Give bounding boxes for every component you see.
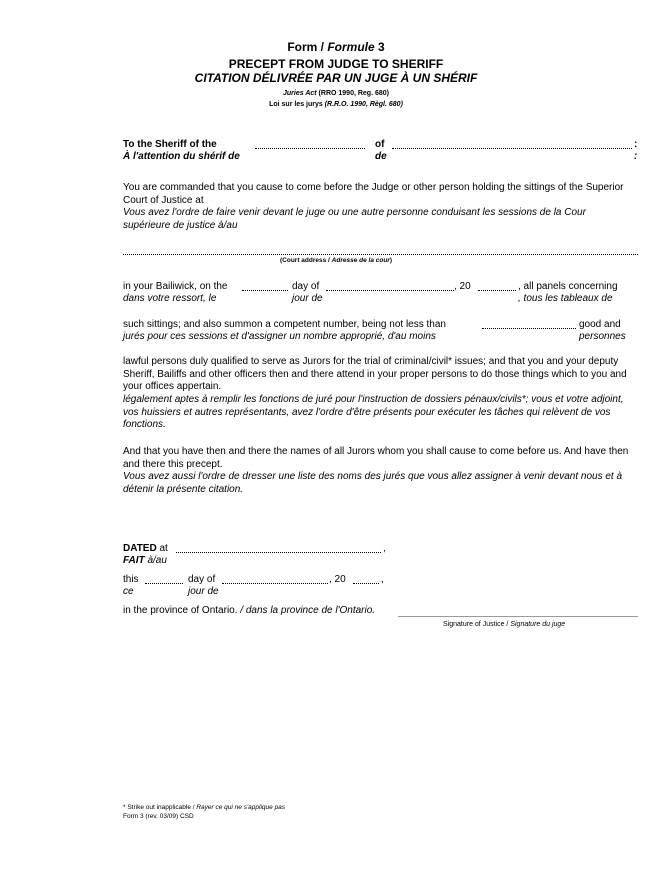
to-sheriff-label-en: To the Sheriff of the (123, 139, 217, 150)
sheriff-region-field[interactable] (255, 148, 365, 149)
good-and-label: good and (579, 319, 621, 330)
form-number-heading: Form / Formule 3 (287, 40, 385, 54)
signature-line[interactable] (398, 616, 638, 617)
title-french: CITATION DÉLIVRÉE PAR UN JUGE À UN SHÉRIF (194, 71, 478, 85)
summon-label-en: such sittings; and also summon a competent number, being not less than (123, 319, 446, 330)
province-label: in the province of Ontario. / dans la province de l'Ontario. (123, 605, 376, 616)
sitting-day-field[interactable] (242, 290, 288, 291)
names-paragraph-en: And that you have then and there the names of all Jurors whom you shall cause to come before us. And have then and there this precept. (123, 446, 629, 470)
persons-label-fr: personnes (579, 331, 626, 342)
dated-place-field[interactable] (176, 552, 381, 553)
sheriff-of-field[interactable] (392, 148, 632, 149)
signed-comma: , (381, 574, 384, 585)
lawful-paragraph-fr: légalement aptes à remplir les fonctions de juré pour l'instruction de dossiers pénaux/civils*; vous et votre adjoint, vos huissiers et autres représentants, avez l'ordre d'être présents pour exécuter les tâches qui relèvent de vos fonctions. (123, 394, 624, 430)
bailiwick-label-en: in your Bailiwick, on the (123, 281, 228, 292)
command-paragraph-en: You are commanded that you cause to come before the Judge or other person holding the sittings of the Superior Court of Justice at (123, 182, 624, 206)
act-english: Juries Act (RRO 1990, Reg. 680) (283, 90, 389, 97)
signature-caption: Signature of Justice / Signature du juge (443, 621, 566, 628)
day-of-label-fr: jour de (292, 293, 323, 304)
bailiwick-label-fr: dans votre ressort, le (123, 293, 217, 304)
panels-label-fr: , tous les tableaux de (518, 293, 613, 304)
signed-day-field[interactable] (145, 583, 183, 584)
signed-year-field[interactable] (353, 583, 379, 584)
dated-label-en: DATED at (123, 543, 168, 554)
signed-day-of-label-en: day of (188, 574, 216, 585)
ce-label-fr: ce (123, 586, 134, 597)
dated-comma: , (383, 543, 386, 554)
fait-label-fr: FAIT à/au (123, 555, 167, 566)
names-paragraph-fr: Vous avez aussi l'ordre de dresser une liste des noms des jurés que vous allez assigner à venir devant nous et à détenir la présente citation. (123, 471, 623, 495)
this-label-en: this (123, 574, 139, 585)
day-of-label-en: day of (292, 281, 320, 292)
of-label-fr: de (375, 151, 387, 162)
sitting-month-field[interactable] (326, 290, 454, 291)
summon-label-fr: jurés pour ces sessions et d'assigner un nombre approprié, d'au moins (123, 331, 436, 342)
command-paragraph-fr: Vous avez l'ordre de faire venir devant le juge ou une autre personne conduisant les sessions de la Cour supérieure de justice à/au (123, 207, 586, 231)
act-french: Loi sur les jurys (R.R.O. 1990, Règl. 680) (269, 101, 403, 108)
to-sheriff-label-fr: À l'attention du shérif de (123, 151, 240, 162)
juror-count-field[interactable] (482, 328, 576, 329)
strike-out-note: * Strike out inapplicable / Rayer ce qui ne s'applique pas (123, 804, 286, 811)
sitting-year-field[interactable] (478, 290, 516, 291)
colon-1: : (634, 139, 638, 150)
colon-2: : (634, 151, 638, 162)
jour-de-label-fr: jour de (188, 586, 219, 597)
signed-month-field[interactable] (222, 583, 328, 584)
of-label-en: of (375, 139, 385, 150)
court-address-field[interactable] (123, 254, 638, 255)
year-prefix: , 20 (454, 281, 471, 292)
title-english: PRECEPT FROM JUDGE TO SHERIFF (228, 57, 444, 71)
form-revision-ref: Form 3 (rev. 03/09) CSD (123, 813, 194, 820)
lawful-paragraph-en: lawful persons duly qualified to serve as Jurors for the trial of criminal/civil* issues; and that you and your deputy Sheriff, Bailiffs and other officers then and there attend in your proper persons to do those things which to you and your offices appertain. (123, 356, 627, 392)
court-address-caption: (Court address / Adresse de la cour) (280, 257, 392, 264)
panels-label-en: , all panels concerning (518, 281, 618, 292)
signed-year-prefix: , 20 (329, 574, 346, 585)
